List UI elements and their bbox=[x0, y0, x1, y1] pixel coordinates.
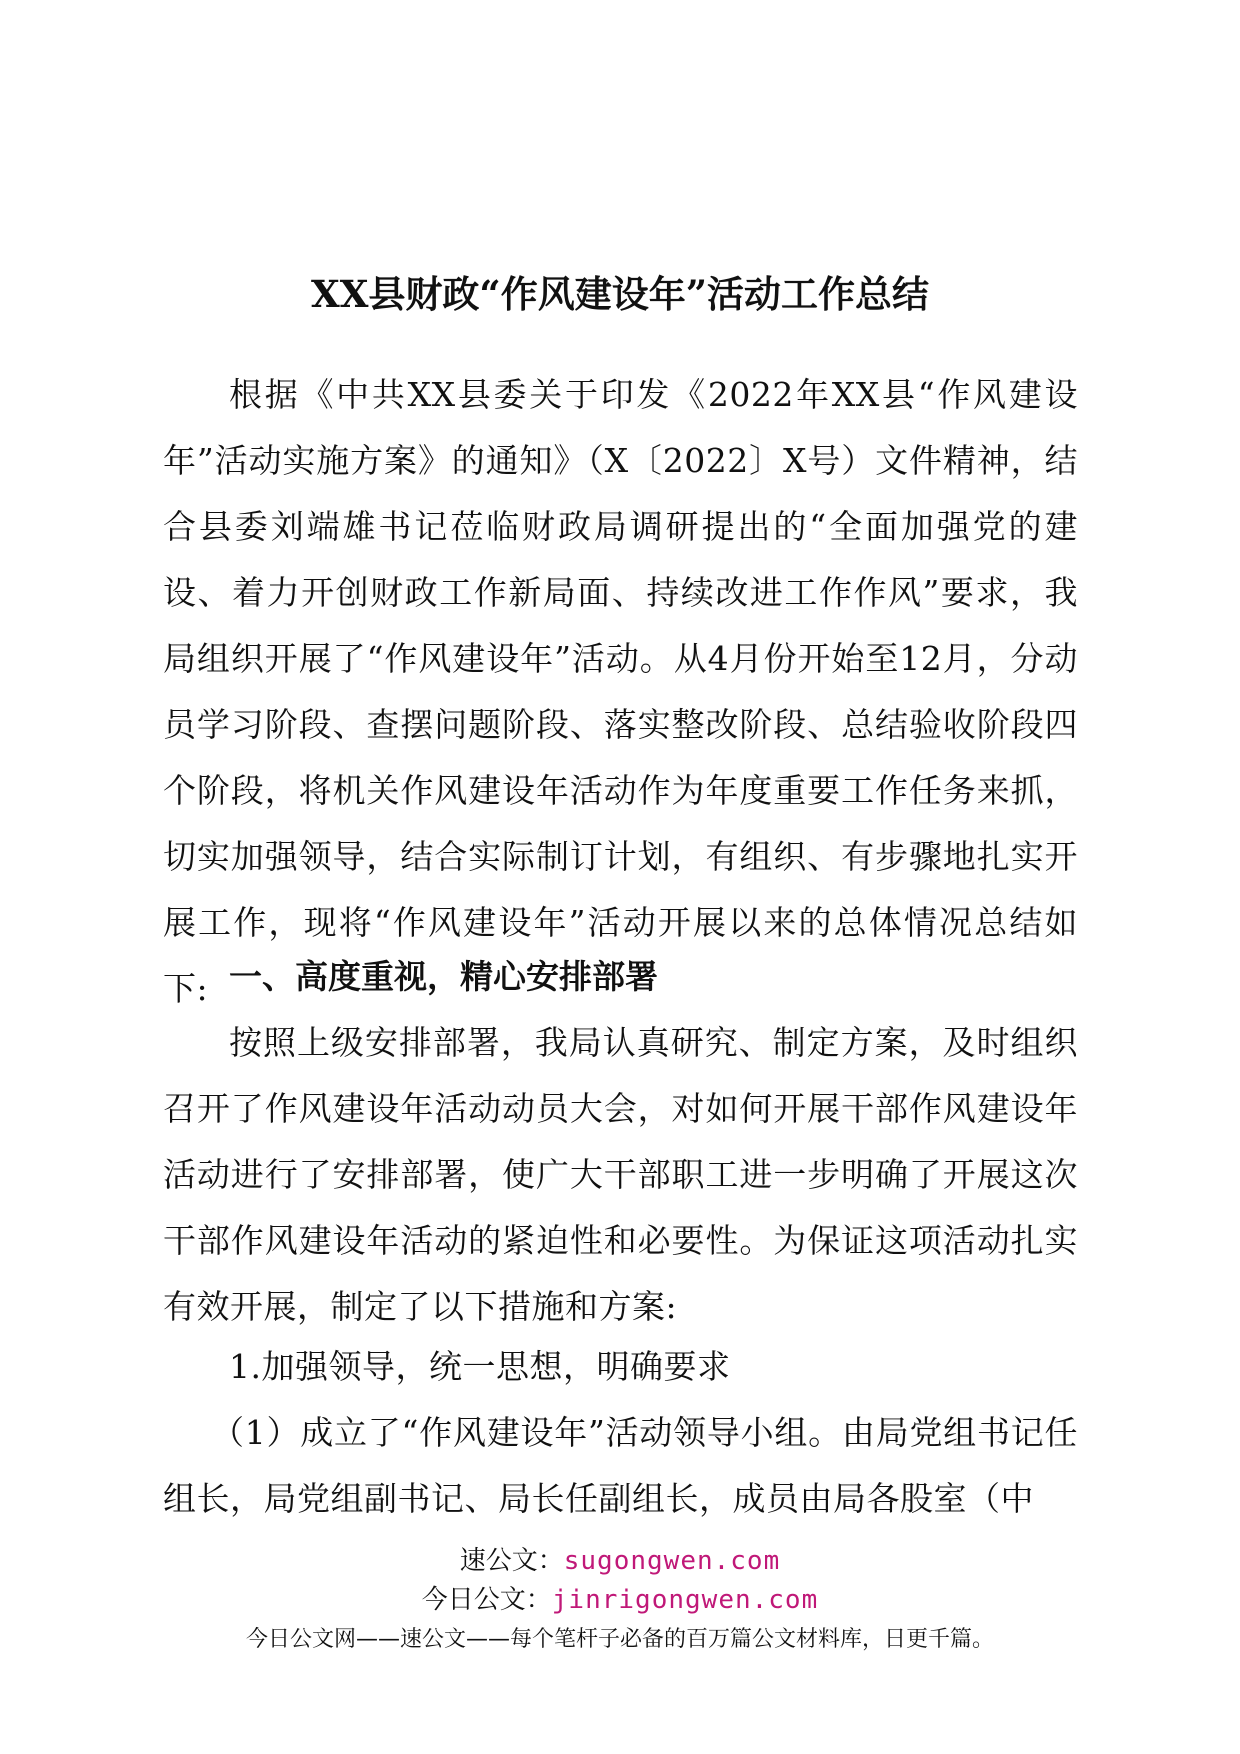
footer-link-jinrigongwen[interactable]: jinrigongwen.com bbox=[551, 1585, 819, 1615]
item-1-heading: 1.加强领导，统一思想，明确要求 bbox=[229, 1347, 731, 1386]
item-1-1-paragraph: （1）成立了“作风建设年”活动领导小组。由局党组书记任组长，局党组副书记、局长任副组长，成员由局各股室（中 bbox=[163, 1413, 1078, 1518]
section-1-heading: 一、高度重视，精心安排部署 bbox=[229, 957, 658, 996]
footer-line-jinrigongwen bbox=[0, 1582, 1240, 1618]
section-1-paragraph: 按照上级安排部署，我局认真研究、制定方案，及时组织召开了作风建设年活动动员大会，对如何开展干部作风建设年活动进行了安排部署，使广大干部职工进一步明确了开展这次干部作风建设年活动的紧迫性和必要性。为保证这项活动扎实有效开展，制定了以下措施和方案: bbox=[163, 1023, 1078, 1326]
footer-tagline: 今日公文网——速公文——每个笔杆子必备的百万篇公文材料库，日更千篇。 bbox=[245, 1627, 994, 1652]
footer-label-jinrigongwen: 今日公文： bbox=[421, 1585, 552, 1615]
footer-line-sugongwen bbox=[0, 1543, 1240, 1579]
footer-label-sugongwen: 速公文： bbox=[459, 1546, 564, 1576]
footer-link-sugongwen[interactable]: sugongwen.com bbox=[563, 1546, 781, 1576]
intro-paragraph: 根据《中共XX县委关于印发《2022年XX县“作风建设年”活动实施方案》的通知》（X〔2022〕X号）文件精神，结合县委刘端雄书记莅临财政局调研提出的“全面加强党的建设、着力开创财政工作新局面、持续改进工作作风”要求，我局组织开展了“作风建设年”活动。从4月份开始至12月，分动员学习阶段、查摆问题阶段、落实整改阶段、总结验收阶段四个阶段，将机关作风建设年活动作为年度重要工作任务来抓，切实加强领导，结合实际制订计划，有组织、有步骤地扎实开展工作，现将“作风建设年”活动开展以来的总体情况总结如下: bbox=[163, 375, 1078, 1008]
document-title: XX县财政“作风建设年”活动工作总结 bbox=[311, 272, 929, 316]
